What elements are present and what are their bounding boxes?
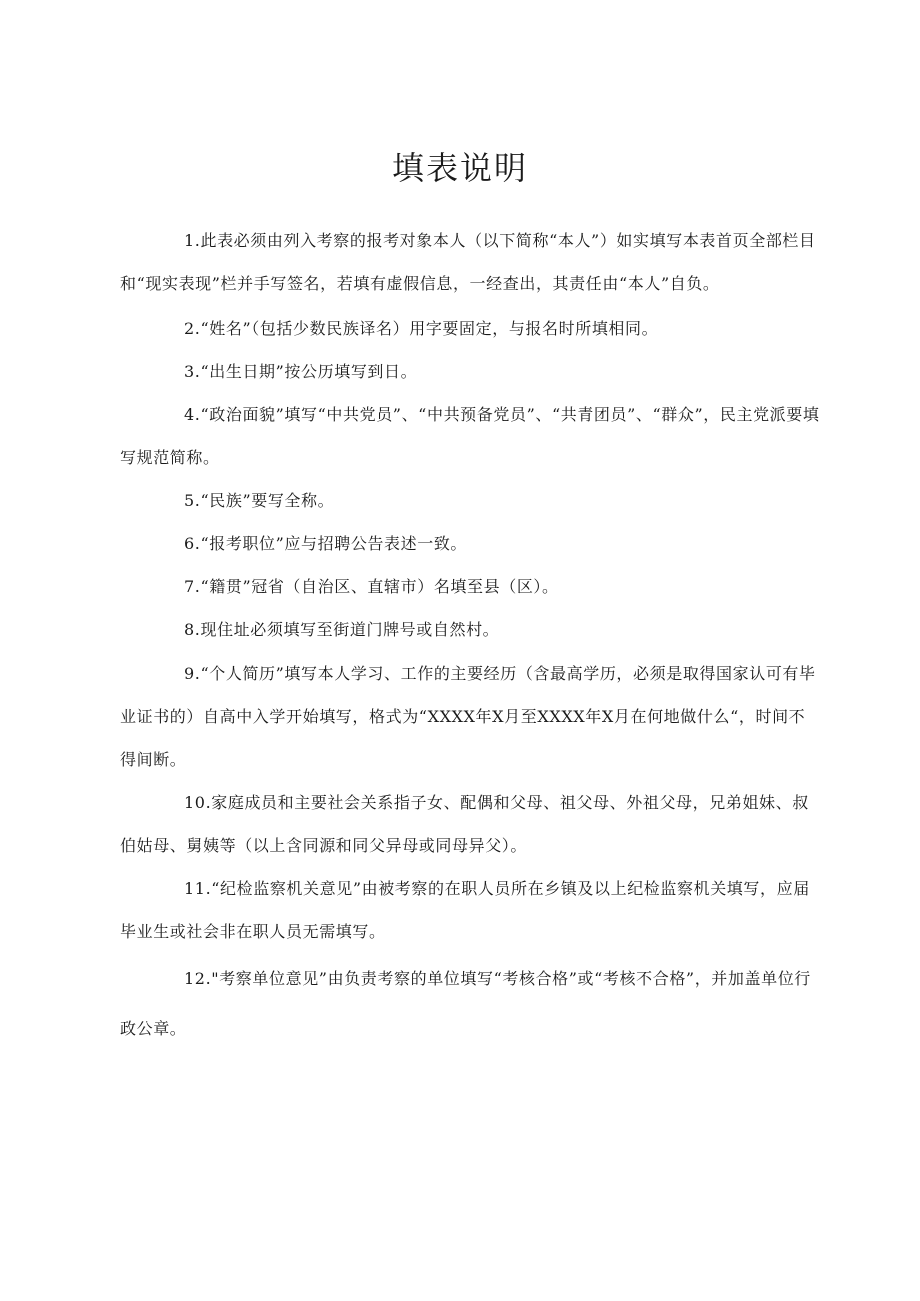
instruction-item-8 [120,608,820,651]
instruction-item-3 [120,350,820,393]
item-number: 2 [184,319,195,338]
instruction-item-4 [120,393,820,479]
instruction-item-10 [120,781,820,867]
item-number: 5 [184,491,195,510]
item-text: .“报考职位”应与招聘公告表述一致。 [194,534,468,553]
item-text: .“籍贯”冠省（自治区、直辖市）名填至县（区）。 [194,577,559,596]
item-text: .“政治面貌”填写“中共党员”、“中共预备党员”、“共青团员”、“群众”，民主党派要填写规范简称。 [120,405,820,467]
item-text: .此表必须由列入考察的报考对象本人（以下简称“本人”）如实填写本表首页全部栏目和“现实表现”栏并手写签名，若填有虚假信息，一经查出，其责任由“本人”自负。 [120,231,816,293]
item-text: .“出生日期”按公历填写到日。 [194,362,418,381]
item-number: 7 [184,577,195,596]
item-number: 1 [184,231,195,250]
item-number: 8 [184,620,195,639]
item-text: .现住址必须填写至街道门牌号或自然村。 [194,620,500,639]
item-text: .“姓名”（包括少数民族译名）用字要固定，与报名时所填相同。 [194,319,659,338]
item-text: ."考察单位意见”由负责考察的单位填写“考核合格”或“考核不合格”，并加盖单位行政公章。 [120,969,811,1038]
item-text: .“个人简历”填写本人学习、工作的主要经历（含最高学历，必须是取得国家认可有毕业证书的）自高中入学开始填写，格式为“XXXX年X月至XXXX年X月在何地做什么“，时间不得间断。 [120,664,816,769]
instruction-item-9 [120,652,820,781]
item-text: .“纪检监察机关意见”由被考察的在职人员所在乡镇及以上纪检监察机关填写，应届毕业生或社会非在职人员无需填写。 [120,879,810,941]
item-number: 10 [184,793,206,812]
item-number: 11 [184,879,206,898]
item-number: 3 [184,362,195,381]
item-number: 12 [184,969,206,988]
instruction-item-11 [120,867,820,953]
instruction-item-7 [120,565,820,608]
item-number: 9 [184,664,195,683]
instruction-item-2 [120,307,820,350]
page-title: 填表说明 [391,149,528,187]
item-number: 6 [184,534,195,553]
instruction-item-1 [120,219,820,305]
instruction-item-6 [120,522,820,565]
instruction-item-12 [120,954,820,1054]
instruction-item-5 [120,479,820,522]
item-text: .家庭成员和主要社会关系指子女、配偶和父母、祖父母、外祖父母，兄弟姐妹、叔伯姑母、舅姨等（以上含同源和同父异母或同母异父）。 [120,793,809,855]
item-text: .“民族”要写全称。 [194,491,335,510]
item-number: 4 [184,405,195,424]
